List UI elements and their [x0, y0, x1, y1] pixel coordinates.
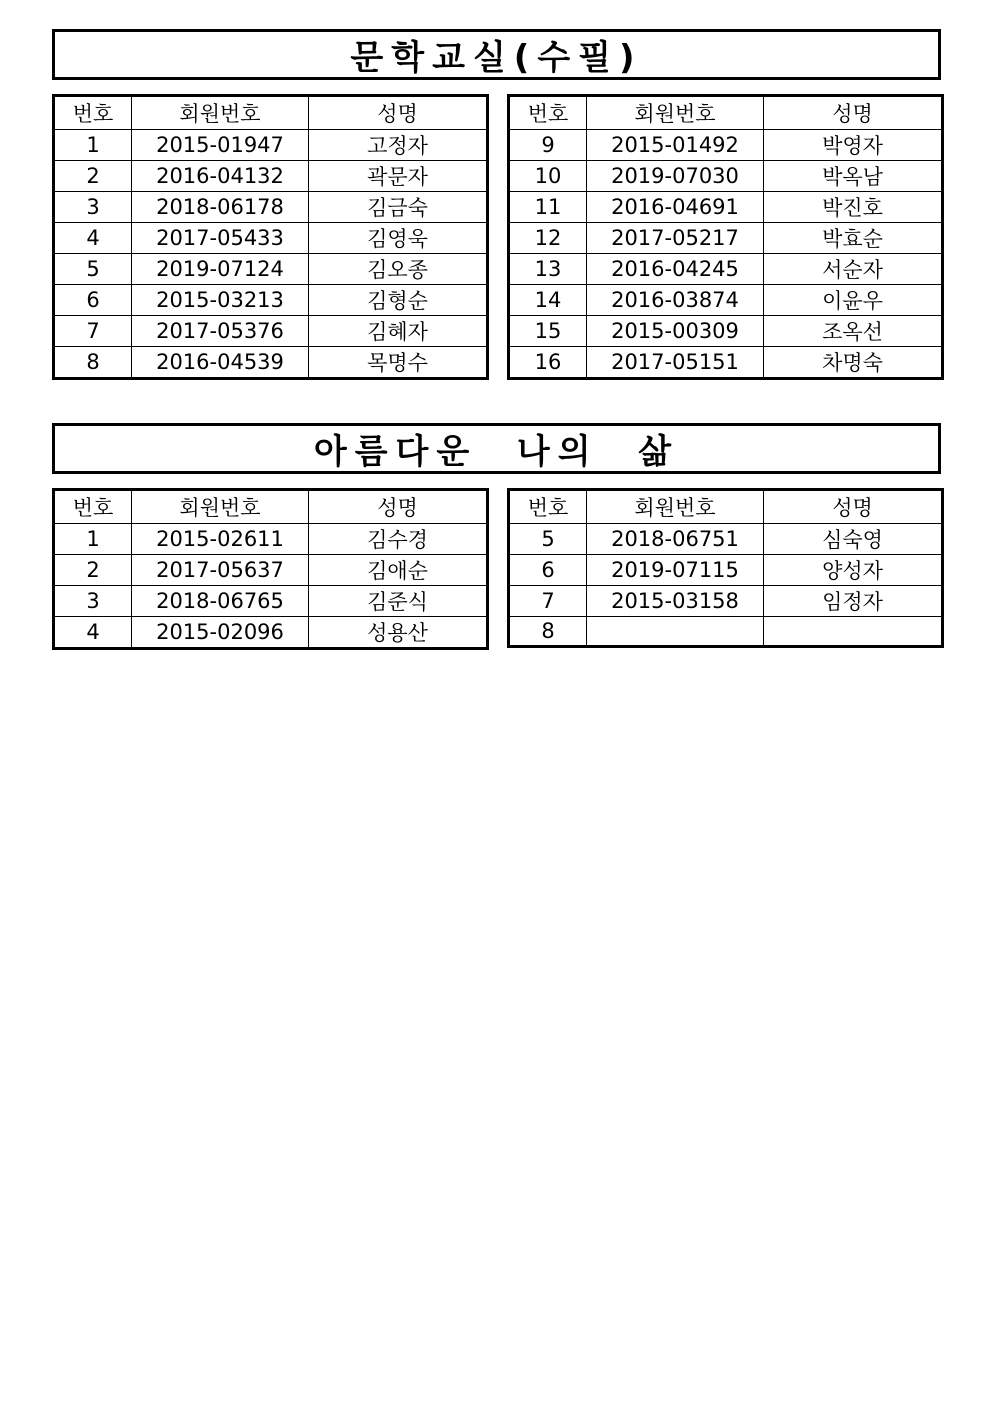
- cell-name: 곽문자: [309, 161, 488, 192]
- roster-table-right: [507, 488, 944, 648]
- cell-name: 김수경: [309, 524, 488, 555]
- cell-member-id: 2015-00309: [587, 316, 764, 347]
- cell-member-id: 2018-06765: [132, 586, 309, 617]
- cell-number: 8: [509, 617, 587, 647]
- header-member-id: 회원번호: [587, 96, 764, 130]
- cell-name: 서순자: [764, 254, 943, 285]
- cell-name: 박진호: [764, 192, 943, 223]
- roster-table-left: [52, 488, 489, 650]
- header-row: [54, 490, 488, 524]
- cell-name: 김애순: [309, 555, 488, 586]
- cell-number: 2: [54, 161, 132, 192]
- cell-member-id: 2017-05433: [132, 223, 309, 254]
- roster-table-right: [507, 94, 944, 380]
- cell-number: 6: [509, 555, 587, 586]
- cell-member-id: 2015-01947: [132, 130, 309, 161]
- cell-name: 조옥선: [764, 316, 943, 347]
- cell-member-id: 2016-04245: [587, 254, 764, 285]
- cell-name: 김오종: [309, 254, 488, 285]
- cell-member-id: 2017-05637: [132, 555, 309, 586]
- table-row: [54, 555, 488, 586]
- cell-number: 14: [509, 285, 587, 316]
- header-number: 번호: [54, 96, 132, 130]
- cell-member-id: 2015-01492: [587, 130, 764, 161]
- section-beautiful-life: [52, 423, 941, 788]
- header-member-id: 회원번호: [132, 96, 309, 130]
- section-title: 아름다운 나의 삶: [52, 423, 941, 474]
- table-row: [509, 285, 943, 316]
- cell-number: 9: [509, 130, 587, 161]
- table-row: [509, 161, 943, 192]
- cell-name: 박효순: [764, 223, 943, 254]
- table-row: [54, 254, 488, 285]
- cell-name: 김혜자: [309, 316, 488, 347]
- header-row: [54, 96, 488, 130]
- header-row: [509, 96, 943, 130]
- roster-tables: [52, 488, 941, 788]
- cell-name: 고정자: [309, 130, 488, 161]
- table-row: [54, 586, 488, 617]
- cell-name: 박옥남: [764, 161, 943, 192]
- table-row: [54, 192, 488, 223]
- cell-number: 7: [509, 586, 587, 617]
- cell-name: 김형순: [309, 285, 488, 316]
- header-name: 성명: [309, 96, 488, 130]
- cell-number: 12: [509, 223, 587, 254]
- cell-name: 김금숙: [309, 192, 488, 223]
- header-name: 성명: [764, 490, 943, 524]
- cell-name: 김준식: [309, 586, 488, 617]
- cell-member-id: 2018-06178: [132, 192, 309, 223]
- table-row: [509, 254, 943, 285]
- header-member-id: 회원번호: [132, 490, 309, 524]
- header-name: 성명: [309, 490, 488, 524]
- cell-name: 목명수: [309, 347, 488, 379]
- header-number: 번호: [54, 490, 132, 524]
- cell-member-id: [587, 617, 764, 647]
- table-row: [509, 586, 943, 617]
- cell-number: 10: [509, 161, 587, 192]
- cell-number: 16: [509, 347, 587, 379]
- cell-member-id: 2019-07115: [587, 555, 764, 586]
- header-member-id: 회원번호: [587, 490, 764, 524]
- cell-member-id: 2016-04691: [587, 192, 764, 223]
- table-row: [509, 524, 943, 555]
- cell-name: 이윤우: [764, 285, 943, 316]
- section-literature-class: [52, 29, 941, 394]
- table-row: [54, 617, 488, 649]
- cell-member-id: 2019-07030: [587, 161, 764, 192]
- cell-member-id: 2016-04539: [132, 347, 309, 379]
- section-title: 문학교실(수필): [52, 29, 941, 80]
- cell-number: 15: [509, 316, 587, 347]
- header-number: 번호: [509, 490, 587, 524]
- table-row: [509, 555, 943, 586]
- cell-name: 심숙영: [764, 524, 943, 555]
- table-row: [509, 130, 943, 161]
- cell-number: 1: [54, 524, 132, 555]
- cell-member-id: 2017-05151: [587, 347, 764, 379]
- table-row: [54, 130, 488, 161]
- cell-member-id: 2019-07124: [132, 254, 309, 285]
- cell-member-id: 2017-05217: [587, 223, 764, 254]
- cell-name: 성용산: [309, 617, 488, 649]
- cell-member-id: 2015-02096: [132, 617, 309, 649]
- roster-table-left: [52, 94, 489, 380]
- cell-number: 3: [54, 192, 132, 223]
- cell-name: 임정자: [764, 586, 943, 617]
- header-row: [509, 490, 943, 524]
- cell-number: 7: [54, 316, 132, 347]
- header-number: 번호: [509, 96, 587, 130]
- table-row: [509, 347, 943, 379]
- cell-name: 김영욱: [309, 223, 488, 254]
- table-row: [54, 316, 488, 347]
- table-row: [509, 223, 943, 254]
- cell-member-id: 2016-04132: [132, 161, 309, 192]
- cell-number: 2: [54, 555, 132, 586]
- table-row: [509, 316, 943, 347]
- table-row: [54, 524, 488, 555]
- cell-number: 13: [509, 254, 587, 285]
- cell-number: 5: [509, 524, 587, 555]
- cell-number: 4: [54, 223, 132, 254]
- cell-number: 5: [54, 254, 132, 285]
- roster-tables: [52, 94, 941, 394]
- cell-member-id: 2018-06751: [587, 524, 764, 555]
- table-row: [509, 192, 943, 223]
- cell-name: 차명숙: [764, 347, 943, 379]
- table-row: [54, 223, 488, 254]
- cell-name: 박영자: [764, 130, 943, 161]
- cell-name: 양성자: [764, 555, 943, 586]
- cell-name: [764, 617, 943, 647]
- header-name: 성명: [764, 96, 943, 130]
- cell-member-id: 2015-03158: [587, 586, 764, 617]
- cell-member-id: 2015-02611: [132, 524, 309, 555]
- cell-number: 6: [54, 285, 132, 316]
- cell-number: 1: [54, 130, 132, 161]
- cell-number: 8: [54, 347, 132, 379]
- cell-number: 11: [509, 192, 587, 223]
- cell-member-id: 2017-05376: [132, 316, 309, 347]
- table-row: [54, 285, 488, 316]
- cell-number: 4: [54, 617, 132, 649]
- table-row: [54, 161, 488, 192]
- table-row: [54, 347, 488, 379]
- table-row: [509, 617, 943, 647]
- cell-member-id: 2015-03213: [132, 285, 309, 316]
- cell-member-id: 2016-03874: [587, 285, 764, 316]
- cell-number: 3: [54, 586, 132, 617]
